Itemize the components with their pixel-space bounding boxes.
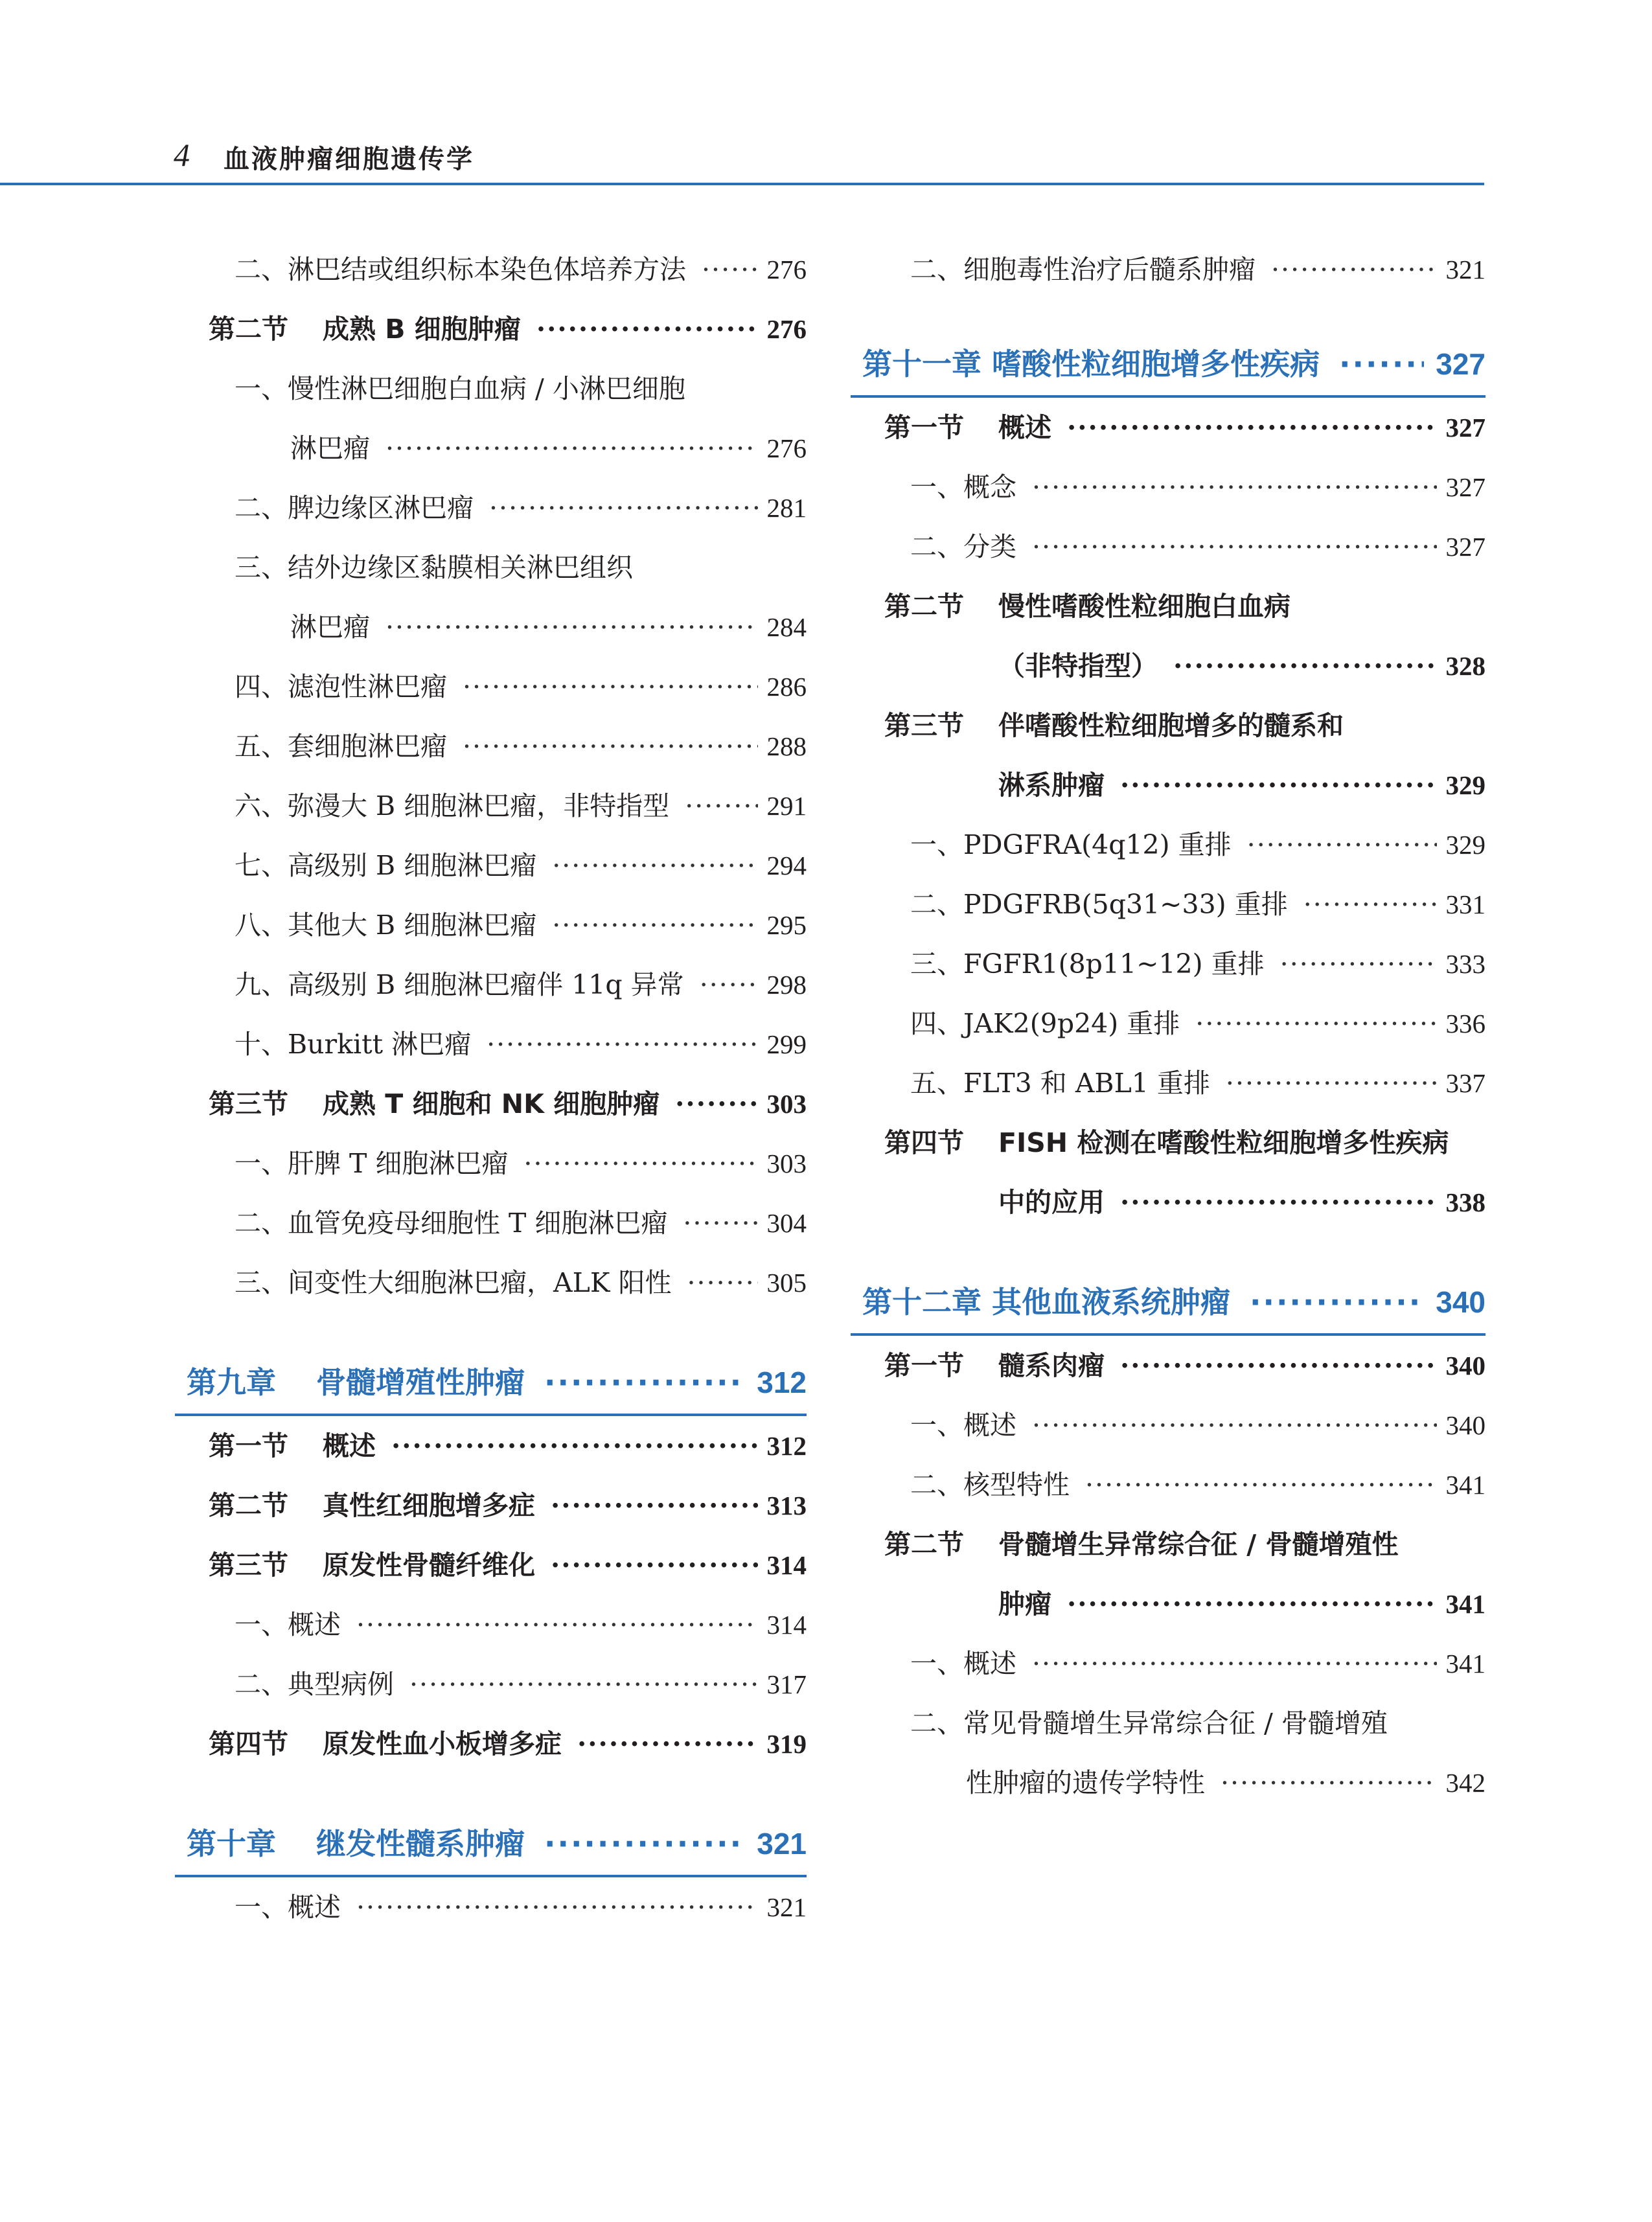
dot-leader bbox=[685, 776, 757, 836]
toc-right-column bbox=[851, 240, 1486, 1813]
dot-leader bbox=[552, 836, 757, 895]
toc-subsection-entry[interactable] bbox=[175, 478, 807, 538]
entry-title: 原发性骨髓纤维化 bbox=[323, 1550, 535, 1581]
toc-subsection-entry[interactable] bbox=[175, 1014, 807, 1074]
dot-leader bbox=[577, 1714, 758, 1774]
dot-leader bbox=[1120, 1173, 1437, 1232]
dot-leader bbox=[1221, 1753, 1437, 1813]
dot-leader bbox=[536, 299, 758, 359]
toc-subsection-entry[interactable] bbox=[851, 1634, 1486, 1693]
entry-title: 六、弥漫大 B 细胞淋巴瘤，非特指型 bbox=[235, 790, 670, 821]
page-ref: 336 bbox=[1445, 1009, 1486, 1038]
dot-leader bbox=[1085, 1455, 1437, 1515]
toc-subsection-entry[interactable] bbox=[851, 815, 1486, 875]
dot-leader bbox=[551, 1535, 758, 1595]
dot-leader bbox=[1120, 755, 1437, 815]
page-ref: 337 bbox=[1445, 1068, 1486, 1098]
toc-subsection-entry[interactable] bbox=[175, 1193, 807, 1253]
entry-title: 七、高级别 B 细胞淋巴瘤 bbox=[235, 850, 537, 881]
entry-title: 肿瘤 bbox=[998, 1588, 1051, 1620]
entry-title: 一、PDGFRA(4q12) 重排 bbox=[910, 829, 1232, 860]
section-number: 第四节 bbox=[884, 1127, 964, 1158]
dot-leader bbox=[356, 1877, 758, 1937]
toc-section-entry[interactable] bbox=[175, 1535, 807, 1595]
toc-subsection-entry[interactable] bbox=[175, 1253, 807, 1312]
page-ref: 327 bbox=[1445, 413, 1486, 442]
entry-title: 二、血管免疫母细胞性 T 细胞淋巴瘤 bbox=[235, 1208, 668, 1239]
entry-title: 真性红细胞增多症 bbox=[323, 1490, 535, 1521]
book-title: 血液肿瘤细胞遗传学 bbox=[224, 144, 474, 174]
page-ref: 317 bbox=[766, 1669, 807, 1699]
toc-section-entry[interactable] bbox=[851, 696, 1486, 755]
entry-title: 五、套细胞淋巴瘤 bbox=[235, 731, 447, 762]
page-ref: 340 bbox=[1445, 1351, 1486, 1380]
entry-title: 二、分类 bbox=[910, 531, 1016, 562]
dot-leader bbox=[1226, 1053, 1437, 1113]
entry-title: 九、高级别 B 细胞淋巴瘤伴 11q 异常 bbox=[235, 969, 684, 1000]
page-ref: 291 bbox=[766, 791, 807, 821]
toc-subsection-entry[interactable] bbox=[851, 240, 1486, 299]
entry-title: 三、间变性大细胞淋巴瘤，ALK 阳性 bbox=[235, 1267, 672, 1298]
toc-subsection-entry[interactable] bbox=[851, 1693, 1486, 1753]
page-ref: 294 bbox=[766, 851, 807, 880]
entry-title: 伴嗜酸性粒细胞增多的髓系和 bbox=[998, 710, 1344, 741]
page-ref: 314 bbox=[766, 1610, 807, 1640]
page-ref: 329 bbox=[1445, 770, 1486, 800]
dot-leader bbox=[391, 1416, 758, 1476]
section-number: 第一节 bbox=[884, 412, 964, 443]
toc-section-entry[interactable] bbox=[851, 1173, 1486, 1232]
entry-title: 二、典型病例 bbox=[235, 1669, 394, 1700]
page-ref: 314 bbox=[766, 1550, 807, 1580]
page-ref: 338 bbox=[1445, 1187, 1486, 1217]
page-ref: 342 bbox=[1445, 1768, 1486, 1798]
page-ref: 295 bbox=[766, 910, 807, 940]
dot-leader bbox=[1032, 457, 1437, 517]
page-ref: 340 bbox=[1436, 1285, 1486, 1319]
toc-section-entry[interactable] bbox=[851, 398, 1486, 457]
dot-leader bbox=[463, 657, 758, 716]
entry-title: 中的应用 bbox=[998, 1187, 1105, 1218]
entry-title: 骨髓增生异常综合征 / 骨髓增殖性 bbox=[998, 1529, 1399, 1560]
page-ref: 328 bbox=[1445, 651, 1486, 681]
page-ref: 321 bbox=[1445, 255, 1486, 284]
entry-title: 二、常见骨髓增生异常综合征 / 骨髓增殖 bbox=[910, 1708, 1388, 1739]
page-ref: 276 bbox=[766, 314, 807, 344]
dot-leader bbox=[1067, 1574, 1437, 1634]
toc-section-entry[interactable] bbox=[851, 755, 1486, 815]
page-ref: 305 bbox=[766, 1268, 807, 1298]
section-number: 第二节 bbox=[884, 1529, 964, 1560]
toc-subsection-entry[interactable] bbox=[851, 994, 1486, 1053]
entry-title: 四、JAK2(9p24) 重排 bbox=[910, 1008, 1180, 1039]
section-number: 第三节 bbox=[209, 1550, 288, 1581]
toc-section-entry[interactable] bbox=[851, 1336, 1486, 1395]
entry-title: 原发性血小板增多症 bbox=[323, 1728, 562, 1759]
dot-leader bbox=[702, 240, 758, 299]
section-number: 第二节 bbox=[209, 1490, 288, 1521]
entry-title: 三、结外边缘区黏膜相关淋巴组织 bbox=[235, 552, 633, 583]
toc-subsection-entry[interactable] bbox=[851, 1455, 1486, 1515]
running-header bbox=[0, 130, 1484, 185]
page-ref: 321 bbox=[766, 1892, 807, 1922]
chapter-title: 嗜酸性粒细胞增多性疾病 bbox=[992, 347, 1320, 382]
dot-leader bbox=[1247, 815, 1437, 875]
chapter-number: 第十一章 bbox=[862, 347, 981, 382]
entry-title: 十、Burkitt 淋巴瘤 bbox=[235, 1029, 472, 1060]
dot-leader bbox=[551, 1476, 758, 1535]
dot-leader bbox=[409, 1655, 758, 1714]
entry-title: 髓系肉瘤 bbox=[998, 1350, 1105, 1381]
dot-leader bbox=[385, 597, 758, 657]
dot-leader bbox=[544, 1351, 745, 1414]
toc-chapter-entry[interactable] bbox=[851, 333, 1486, 398]
dot-leader bbox=[1195, 994, 1436, 1053]
page-ref: 341 bbox=[1445, 1649, 1486, 1678]
entry-title: 淋巴瘤 bbox=[290, 433, 370, 464]
entry-title: 二、核型特性 bbox=[910, 1469, 1070, 1500]
dot-leader bbox=[675, 1074, 757, 1134]
entry-title: 慢性嗜酸性粒细胞白血病 bbox=[998, 591, 1291, 622]
toc-section-entry[interactable] bbox=[851, 1574, 1486, 1634]
dot-leader bbox=[356, 1595, 758, 1655]
toc-chapter-entry[interactable] bbox=[175, 1351, 807, 1416]
entry-title: 二、淋巴结或组织标本染色体培养方法 bbox=[235, 254, 686, 285]
entry-title: 一、概述 bbox=[235, 1609, 341, 1640]
toc-subsection-entry[interactable] bbox=[175, 597, 807, 657]
entry-title: 淋系肿瘤 bbox=[998, 770, 1105, 801]
entry-title: 成熟 T 细胞和 NK 细胞肿瘤 bbox=[323, 1088, 660, 1119]
dot-leader bbox=[1250, 1271, 1424, 1333]
dot-leader bbox=[552, 895, 757, 955]
dot-leader bbox=[489, 478, 758, 538]
toc-subsection-entry[interactable] bbox=[175, 657, 807, 716]
entry-title: 成熟 B 细胞肿瘤 bbox=[323, 314, 521, 345]
dot-leader bbox=[523, 1134, 757, 1193]
dot-leader bbox=[1032, 1395, 1437, 1455]
toc-left-column bbox=[175, 240, 807, 1937]
toc-subsection-entry[interactable] bbox=[175, 716, 807, 776]
entry-title: 一、概述 bbox=[910, 1410, 1016, 1441]
toc-subsection-entry[interactable] bbox=[175, 836, 807, 895]
toc-subsection-entry[interactable] bbox=[851, 1395, 1486, 1455]
section-number: 第一节 bbox=[209, 1430, 288, 1461]
dot-leader bbox=[687, 1253, 758, 1312]
entry-title: 一、慢性淋巴细胞白血病 / 小淋巴细胞 bbox=[235, 373, 685, 404]
toc-subsection-entry[interactable] bbox=[851, 875, 1486, 934]
entry-title: 二、脾边缘区淋巴瘤 bbox=[235, 492, 474, 523]
entry-title: 概述 bbox=[323, 1430, 376, 1461]
dot-leader bbox=[463, 716, 758, 776]
dot-leader bbox=[1271, 240, 1437, 299]
toc-subsection-entry[interactable] bbox=[851, 517, 1486, 577]
dot-leader bbox=[385, 418, 758, 478]
toc-subsection-entry[interactable] bbox=[175, 1134, 807, 1193]
page-ref: 327 bbox=[1445, 532, 1486, 562]
entry-title: 性肿瘤的遗传学特性 bbox=[966, 1767, 1205, 1798]
toc-subsection-entry[interactable] bbox=[851, 1753, 1486, 1813]
entry-title: 五、FLT3 和 ABL1 重排 bbox=[910, 1068, 1210, 1099]
dot-leader bbox=[1280, 934, 1437, 994]
page-ref: 299 bbox=[766, 1029, 807, 1059]
page-ref: 321 bbox=[757, 1827, 807, 1861]
chapter-title: 骨髓增殖性肿瘤 bbox=[316, 1365, 525, 1400]
toc-section-entry[interactable] bbox=[175, 1714, 807, 1774]
section-number: 第二节 bbox=[884, 591, 964, 622]
toc-subsection-entry[interactable] bbox=[175, 1877, 807, 1937]
section-number: 第三节 bbox=[209, 1088, 288, 1119]
entry-title: 一、肝脾 T 细胞淋巴瘤 bbox=[235, 1148, 509, 1179]
entry-title: 八、其他大 B 细胞淋巴瘤 bbox=[235, 910, 537, 941]
section-number: 第一节 bbox=[884, 1350, 964, 1381]
dot-leader bbox=[1032, 1634, 1437, 1693]
page-ref: 286 bbox=[766, 672, 807, 702]
page-ref: 304 bbox=[766, 1208, 807, 1238]
dot-leader bbox=[1303, 875, 1437, 934]
toc-section-entry[interactable] bbox=[851, 1113, 1486, 1173]
entry-title: 二、PDGFRB(5q31~33) 重排 bbox=[910, 889, 1288, 920]
toc-subsection-entry[interactable] bbox=[175, 418, 807, 478]
page-ref: 312 bbox=[766, 1431, 807, 1461]
page-ref: 276 bbox=[766, 433, 807, 463]
chapter-title: 其他血液系统肿瘤 bbox=[992, 1285, 1230, 1320]
toc-subsection-entry[interactable] bbox=[851, 1053, 1486, 1113]
dot-leader bbox=[700, 955, 758, 1014]
toc-subsection-entry[interactable] bbox=[175, 240, 807, 299]
page-ref: 341 bbox=[1445, 1470, 1486, 1500]
toc-subsection-entry[interactable] bbox=[851, 457, 1486, 517]
toc-section-entry[interactable] bbox=[175, 299, 807, 359]
chapter-number: 第十章 bbox=[187, 1826, 276, 1861]
toc-chapter-entry[interactable] bbox=[175, 1813, 807, 1877]
dot-leader bbox=[1120, 1336, 1437, 1395]
page-ref: 276 bbox=[766, 255, 807, 284]
section-number: 第四节 bbox=[209, 1728, 288, 1759]
chapter-number: 第九章 bbox=[187, 1365, 276, 1400]
toc-subsection-entry[interactable] bbox=[175, 538, 807, 597]
section-number: 第二节 bbox=[209, 314, 288, 345]
toc-section-entry[interactable] bbox=[851, 577, 1486, 636]
toc-section-entry[interactable] bbox=[175, 1476, 807, 1535]
toc-chapter-entry[interactable] bbox=[851, 1271, 1486, 1336]
toc-section-entry[interactable] bbox=[175, 1416, 807, 1476]
entry-title: 概述 bbox=[998, 412, 1051, 443]
page-ref: 341 bbox=[1445, 1589, 1486, 1619]
dot-leader bbox=[1173, 636, 1437, 696]
page-number: 4 bbox=[174, 137, 190, 173]
page-ref: 327 bbox=[1445, 472, 1486, 502]
page-ref: 333 bbox=[1445, 949, 1486, 979]
toc-subsection-entry[interactable] bbox=[175, 895, 807, 955]
toc-subsection-entry[interactable] bbox=[175, 776, 807, 836]
dot-leader bbox=[683, 1193, 757, 1253]
page-ref: 281 bbox=[766, 493, 807, 523]
page-ref: 313 bbox=[766, 1491, 807, 1520]
chapter-title: 继发性髓系肿瘤 bbox=[316, 1826, 525, 1861]
page-ref: 288 bbox=[766, 731, 807, 761]
entry-title: 一、概述 bbox=[235, 1892, 341, 1923]
toc-section-entry[interactable] bbox=[175, 1074, 807, 1134]
entry-title: 一、概念 bbox=[910, 472, 1016, 503]
dot-leader bbox=[487, 1014, 757, 1074]
page-ref: 329 bbox=[1445, 830, 1486, 860]
entry-title: 四、滤泡性淋巴瘤 bbox=[235, 671, 447, 702]
page-ref: 327 bbox=[1436, 347, 1486, 381]
toc-subsection-entry[interactable] bbox=[851, 934, 1486, 994]
section-number: 第三节 bbox=[884, 710, 964, 741]
dot-leader bbox=[1032, 517, 1437, 577]
entry-title: （非特指型） bbox=[998, 650, 1158, 681]
dot-leader bbox=[1067, 398, 1437, 457]
page-ref: 284 bbox=[766, 612, 807, 642]
entry-title: 一、概述 bbox=[910, 1648, 1016, 1679]
page-ref: 340 bbox=[1445, 1410, 1486, 1440]
page-ref: 303 bbox=[766, 1089, 807, 1119]
entry-title: 淋巴瘤 bbox=[290, 612, 370, 643]
entry-title: 二、细胞毒性治疗后髓系肿瘤 bbox=[910, 254, 1256, 285]
page-ref: 298 bbox=[766, 970, 807, 1000]
toc-subsection-entry[interactable] bbox=[175, 359, 807, 418]
page-ref: 312 bbox=[757, 1366, 807, 1399]
entry-title: 三、FGFR1(8p11~12) 重排 bbox=[910, 948, 1265, 979]
entry-title: FISH 检测在嗜酸性粒细胞增多性疾病 bbox=[998, 1127, 1449, 1158]
toc-section-entry[interactable] bbox=[851, 636, 1486, 696]
page-ref: 303 bbox=[766, 1149, 807, 1178]
dot-leader bbox=[544, 1813, 745, 1875]
page-ref: 319 bbox=[766, 1729, 807, 1759]
toc-subsection-entry[interactable] bbox=[175, 1595, 807, 1655]
chapter-number: 第十二章 bbox=[862, 1285, 981, 1320]
toc-subsection-entry[interactable] bbox=[175, 1655, 807, 1714]
toc-section-entry[interactable] bbox=[851, 1515, 1486, 1574]
dot-leader bbox=[1339, 333, 1424, 395]
page-ref: 331 bbox=[1445, 889, 1486, 919]
toc-subsection-entry[interactable] bbox=[175, 955, 807, 1014]
